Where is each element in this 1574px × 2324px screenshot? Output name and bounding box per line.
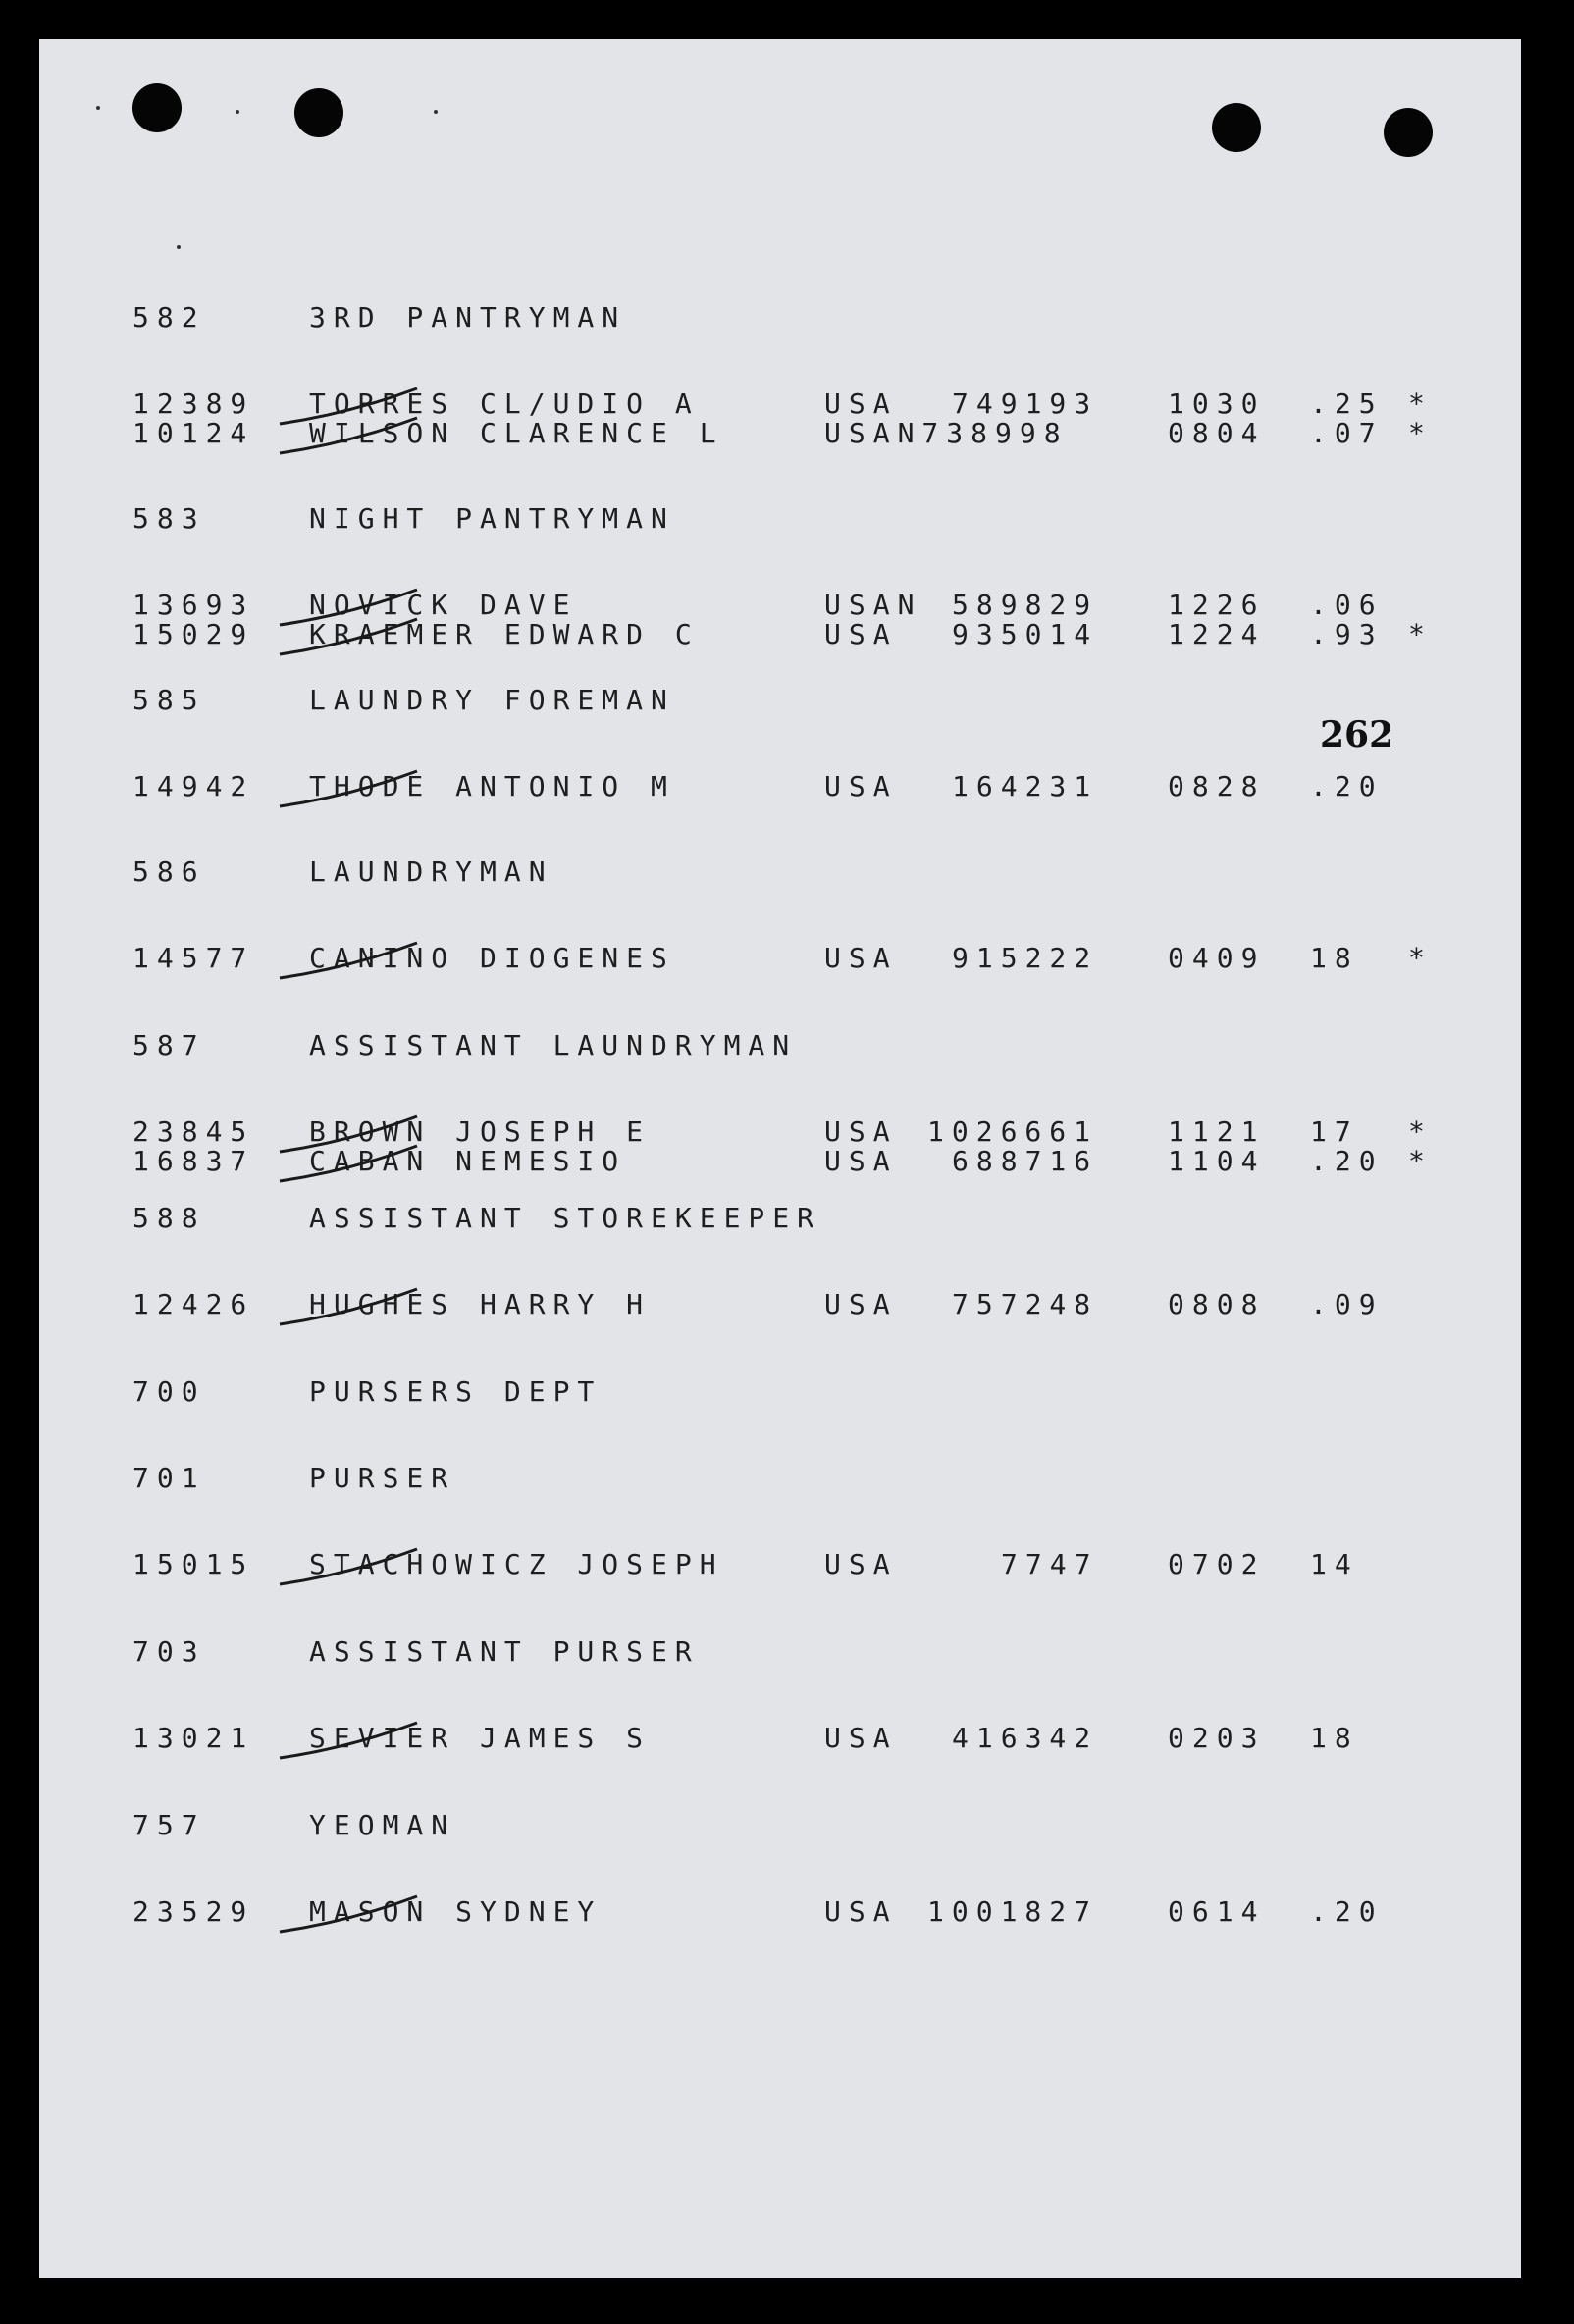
crew-name: THODE ANTONIO M	[309, 770, 675, 802]
nationality: USA	[824, 1145, 898, 1177]
rate-value: 14	[1310, 1548, 1359, 1580]
document-number: 749193	[952, 387, 1099, 420]
crew-id: 14577	[132, 942, 255, 974]
rate-value: .20	[1310, 1895, 1384, 1928]
section-code: 583	[132, 502, 206, 535]
rate-value: .25	[1310, 387, 1384, 420]
section-code: 703	[132, 1635, 206, 1668]
crew-name: KRAEMER EDWARD C	[309, 618, 700, 650]
crew-name: CANINO DIOGENES	[309, 942, 675, 974]
asterisk-mark: *	[1408, 942, 1433, 974]
crew-id: 13021	[132, 1722, 255, 1754]
section-title: 3RD PANTRYMAN	[309, 301, 627, 334]
date-code: 1030	[1168, 387, 1266, 420]
pen-strike	[280, 619, 417, 654]
date-code: 0702	[1168, 1548, 1266, 1580]
crew-id: 16837	[132, 1145, 255, 1177]
document-number: 7747	[1001, 1548, 1099, 1580]
date-code: 1226	[1168, 589, 1266, 621]
section-title: NIGHT PANTRYMAN	[309, 502, 675, 535]
document-number: 164231	[952, 770, 1099, 802]
date-code: 0804	[1168, 417, 1266, 449]
asterisk-mark: *	[1408, 387, 1433, 420]
asterisk-mark: *	[1408, 417, 1433, 449]
document-number: 688716	[952, 1145, 1099, 1177]
date-code: 1121	[1168, 1115, 1266, 1148]
crew-id: 23529	[132, 1895, 255, 1928]
rate-value: .20	[1310, 770, 1384, 802]
section-code: 585	[132, 684, 206, 716]
rate-value: 18	[1310, 942, 1359, 974]
crew-name: WILSON CLARENCE L	[309, 417, 724, 449]
document-number: 589829	[952, 589, 1099, 621]
rate-value: 17	[1310, 1115, 1359, 1148]
crew-name: SEVIER JAMES S	[309, 1722, 652, 1754]
pen-strike	[280, 943, 417, 978]
nationality: USA	[824, 618, 898, 650]
pen-strike	[280, 1146, 417, 1181]
section-title: PURSER	[309, 1462, 456, 1494]
pen-strike	[280, 1896, 417, 1932]
nationality: USA	[824, 1895, 898, 1928]
date-code: 1224	[1168, 618, 1266, 650]
section-title: LAUNDRYMAN	[309, 855, 553, 888]
nationality: USA	[824, 1722, 898, 1754]
asterisk-mark: *	[1408, 1145, 1433, 1177]
rate-value: .06	[1310, 589, 1384, 621]
pen-strike	[280, 590, 417, 625]
pen-strike	[280, 771, 417, 806]
nationality: USA	[824, 942, 898, 974]
date-code: 0203	[1168, 1722, 1266, 1754]
nationality: USAN738998	[824, 417, 1069, 449]
section-title: ASSISTANT STOREKEEPER	[309, 1202, 822, 1234]
section-code: 586	[132, 855, 206, 888]
date-code: 1104	[1168, 1145, 1266, 1177]
rate-value: 18	[1310, 1722, 1359, 1754]
nationality: USA	[824, 1288, 898, 1320]
crew-id: 12426	[132, 1288, 255, 1320]
crew-id: 10124	[132, 417, 255, 449]
section-title: YEOMAN	[309, 1809, 456, 1841]
pen-strike	[280, 418, 417, 453]
crew-id: 14942	[132, 770, 255, 802]
crew-id: 12389	[132, 387, 255, 420]
page-number-stamp: 262	[1320, 714, 1394, 755]
date-code: 0808	[1168, 1288, 1266, 1320]
section-code: 588	[132, 1202, 206, 1234]
crew-name: TORRES CL/UDIO A	[309, 387, 700, 420]
nationality: USA	[824, 387, 898, 420]
date-code: 0828	[1168, 770, 1266, 802]
crew-name: CABAN NEMESIO	[309, 1145, 627, 1177]
nationality: USAN	[824, 589, 922, 621]
section-title: ASSISTANT PURSER	[309, 1635, 700, 1668]
crew-id: 15015	[132, 1548, 255, 1580]
date-code: 0614	[1168, 1895, 1266, 1928]
nationality: USA	[824, 770, 898, 802]
section-title: PURSERS DEPT	[309, 1375, 603, 1408]
nationality: USA	[824, 1115, 898, 1148]
crew-name: MASON SYDNEY	[309, 1895, 603, 1928]
rate-value: .07	[1310, 417, 1384, 449]
section-code: 587	[132, 1029, 206, 1061]
crew-name: STACHOWICZ JOSEPH	[309, 1548, 724, 1580]
crew-id: 15029	[132, 618, 255, 650]
document-number: 915222	[952, 942, 1099, 974]
crew-id: 23845	[132, 1115, 255, 1148]
crew-name: NOVICK DAVE	[309, 589, 578, 621]
section-code: 757	[132, 1809, 206, 1841]
crew-name: HUGHES HARRY H	[309, 1288, 652, 1320]
pen-strike	[280, 1723, 417, 1758]
asterisk-mark: *	[1408, 1115, 1433, 1148]
section-code: 701	[132, 1462, 206, 1494]
crew-id: 13693	[132, 589, 255, 621]
section-code: 582	[132, 301, 206, 334]
date-code: 0409	[1168, 942, 1266, 974]
rate-value: .09	[1310, 1288, 1384, 1320]
pen-strike	[280, 388, 417, 424]
document-page	[39, 39, 1521, 2278]
document-number: 1001827	[927, 1895, 1099, 1928]
document-number: 935014	[952, 618, 1099, 650]
document-number: 1026661	[927, 1115, 1099, 1148]
asterisk-mark: *	[1408, 618, 1433, 650]
crew-name: BROWN JOSEPH E	[309, 1115, 652, 1148]
section-title: ASSISTANT LAUNDRYMAN	[309, 1029, 798, 1061]
pen-strike	[280, 1549, 417, 1584]
document-number: 757248	[952, 1288, 1099, 1320]
rate-value: .93	[1310, 618, 1384, 650]
section-title: LAUNDRY FOREMAN	[309, 684, 675, 716]
nationality: USA	[824, 1548, 898, 1580]
document-number: 416342	[952, 1722, 1099, 1754]
section-code: 700	[132, 1375, 206, 1408]
pen-strike	[280, 1289, 417, 1324]
rate-value: .20	[1310, 1145, 1384, 1177]
handwritten-strikes	[39, 39, 1521, 2278]
pen-strike	[280, 1116, 417, 1152]
